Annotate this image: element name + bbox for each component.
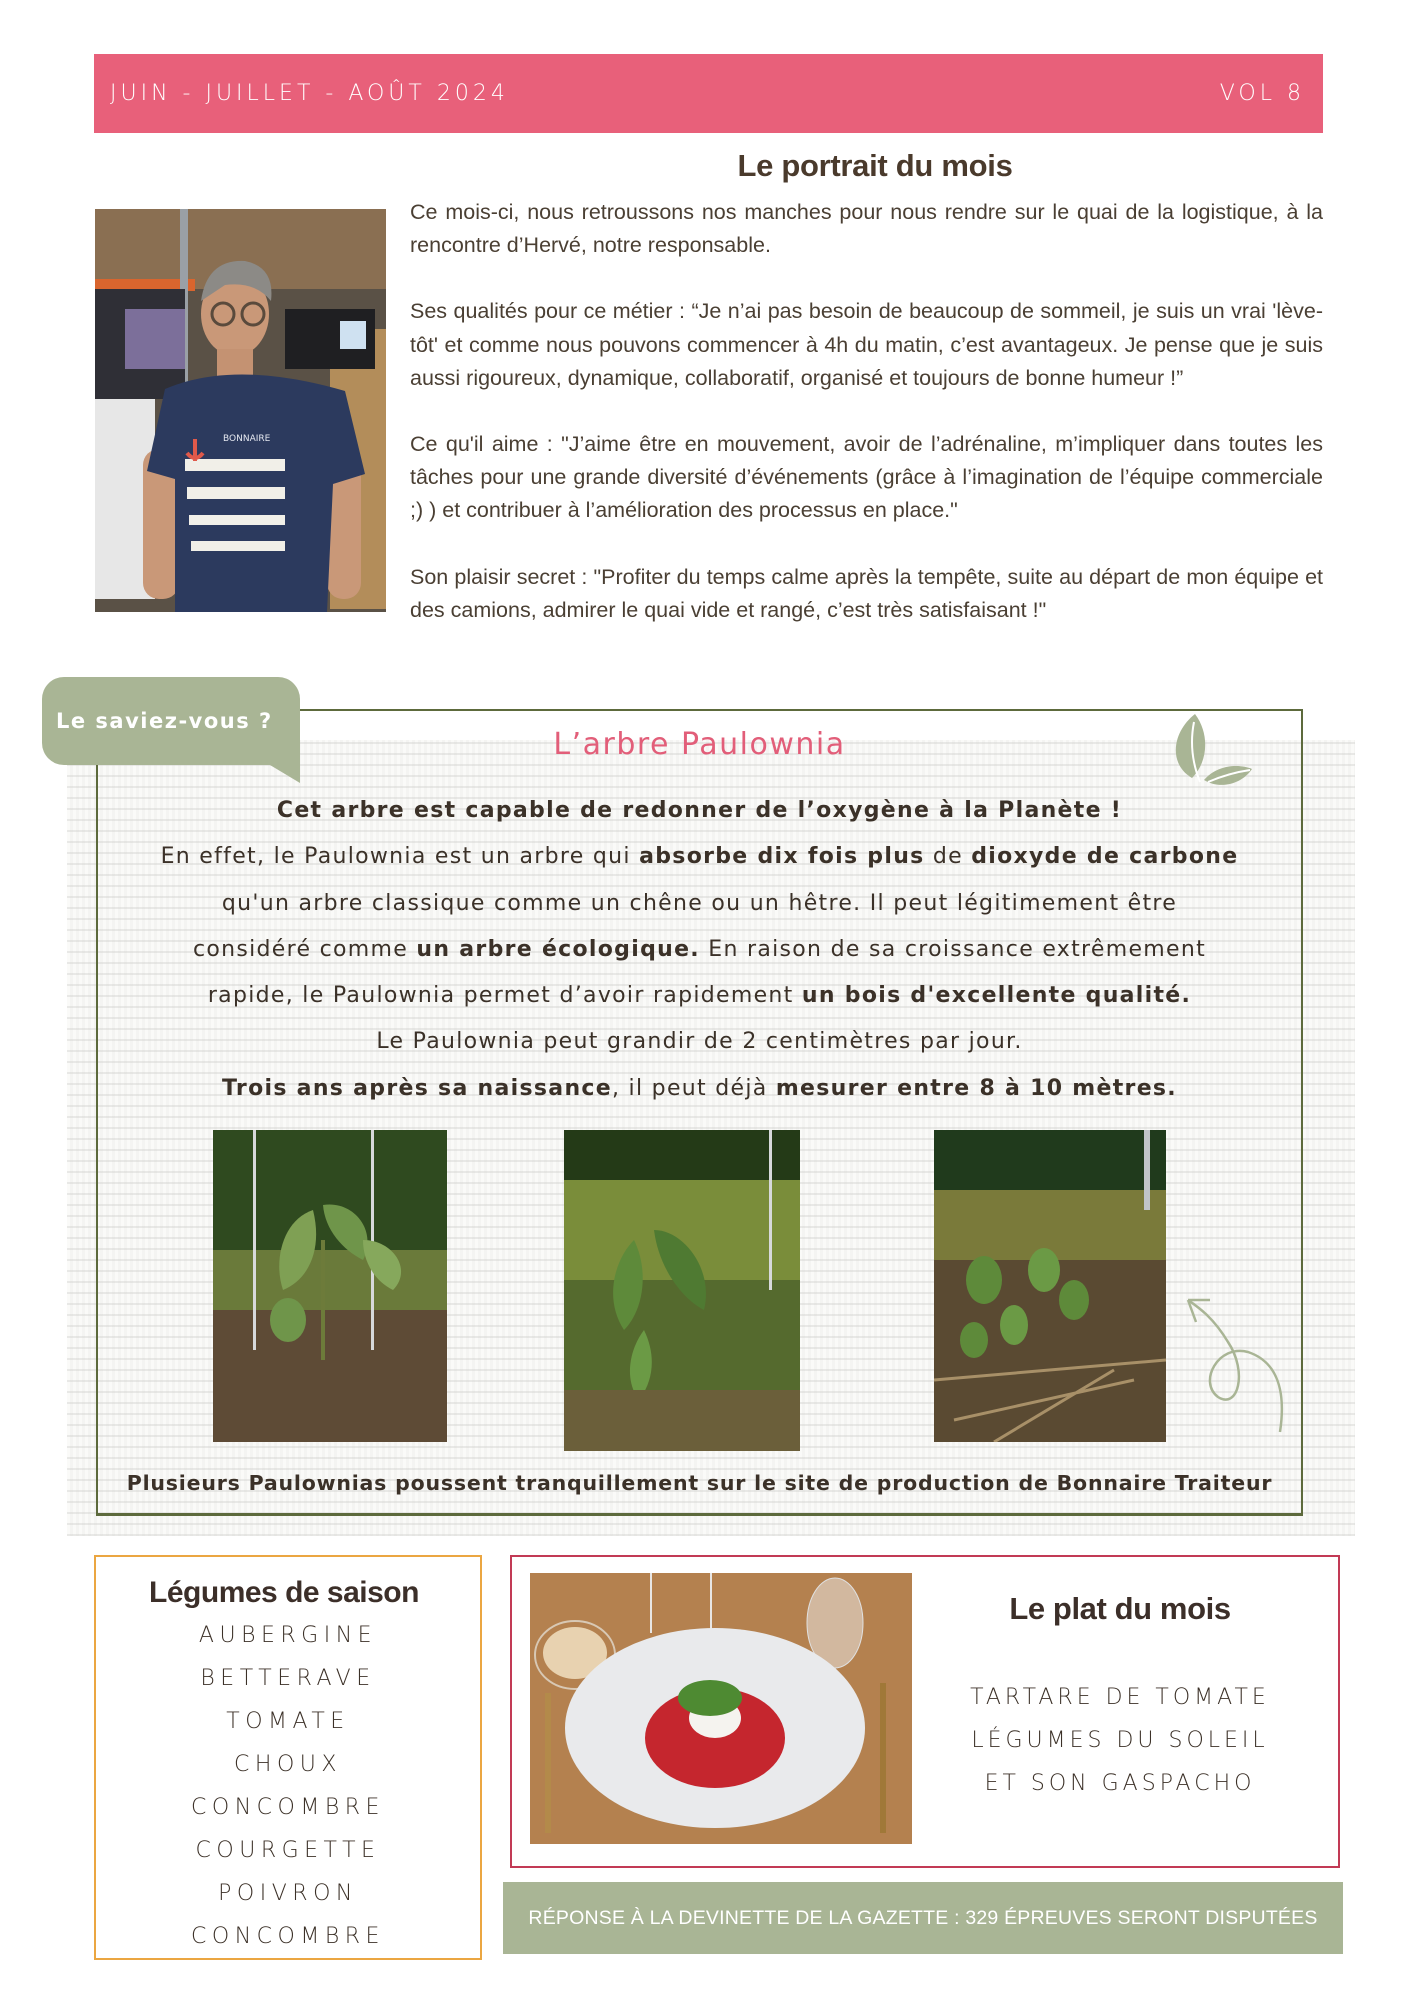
paulownia-photo-3 bbox=[934, 1130, 1166, 1442]
dish-description bbox=[920, 1676, 1320, 1805]
vegetables-list bbox=[94, 1614, 482, 1958]
vegetable-item: CONCOMBRE bbox=[191, 1924, 385, 1949]
riddle-answer-text: RÉPONSE À LA DEVINETTE DE LA GAZETTE : 329 ÉPREUVES SERONT DISPUTÉES bbox=[528, 1906, 1318, 1929]
did-you-know-label: Le saviez-vous ? bbox=[56, 709, 273, 733]
portrait-likes: Ce qu'il aime : "J’aime être en mouvement, avoir de l’adrénaline, m’impliquer dans toutes les tâches pour une grande diversité d’événements (grâce à l’imagination de l’équipe commerciale ;) ) et contribuer à l’amélioration des processus en place." bbox=[410, 432, 1323, 523]
dish-title: Le plat du mois bbox=[1009, 1591, 1231, 1626]
portrait-qualities: Ses qualités pour ce métier : “Je n’ai pas besoin de beaucoup de sommeil, je suis un vrai 'lève-tôt' et comme nous pouvons commencer à 4h du matin, c’est avantageux. Je pense que je suis aussi rigoureux, dynamique, collaboratif, organisé et toujours de bonne humeur !” bbox=[410, 299, 1323, 390]
portrait-title: Le portrait du mois bbox=[737, 148, 1013, 183]
portrait-photo bbox=[95, 209, 386, 612]
vegetable-item: AUBERGINE bbox=[198, 1623, 378, 1648]
vegetable-item: COURGETTE bbox=[195, 1838, 381, 1863]
curved-arrow-icon bbox=[1178, 1282, 1293, 1442]
vegetable-item: CHOUX bbox=[234, 1752, 342, 1777]
fact-line: rapide, le Paulownia permet d’avoir rapidement un bois d'excellente qualité. bbox=[207, 983, 1192, 1009]
riddle-answer-bar bbox=[503, 1882, 1343, 1954]
vegetable-item: BETTERAVE bbox=[200, 1666, 376, 1691]
fact-headline: Cet arbre est capable de redonner de l’oxygène à la Planète ! bbox=[276, 798, 1123, 823]
dish-line: TARTARE DE TOMATE bbox=[970, 1685, 1270, 1710]
vegetable-item: CONCOMBRE bbox=[191, 1795, 385, 1820]
issue-volume: VOL 8 bbox=[1219, 81, 1305, 106]
vegetables-title: Légumes de saison bbox=[149, 1576, 419, 1609]
dish-line: ET SON GASPACHO bbox=[984, 1771, 1256, 1796]
dish-photo bbox=[530, 1573, 912, 1844]
paulownia-photo-2 bbox=[564, 1130, 800, 1451]
paulownia-photo-1 bbox=[213, 1130, 447, 1442]
portrait-text bbox=[410, 196, 1323, 660]
leaf-icon bbox=[1170, 712, 1255, 797]
header-bar bbox=[94, 54, 1323, 133]
fact-caption: Plusieurs Paulownias poussent tranquillement sur le site de production de Bonnaire Traiteur bbox=[126, 1471, 1273, 1495]
fact-line: qu'un arbre classique comme un chêne ou un hêtre. Il peut légitimement être bbox=[221, 890, 1178, 916]
portrait-secret: Son plaisir secret : "Profiter du temps calme après la tempête, suite au départ de mon équipe et des camions, admirer le quai vide et rangé, c’est très satisfaisant !" bbox=[410, 564, 1323, 622]
portrait-image bbox=[95, 209, 386, 612]
fact-title: L’arbre Paulownia bbox=[553, 727, 846, 762]
fact-line: Le Paulownia peut grandir de 2 centimètres par jour. bbox=[376, 1029, 1023, 1055]
fact-line: En effet, le Paulownia est un arbre qui absorbe dix fois plus de dioxyde de carbone bbox=[160, 844, 1239, 870]
vegetable-item: TOMATE bbox=[226, 1709, 350, 1734]
portrait-intro: Ce mois-ci, nous retroussons nos manches pour nous rendre sur le quai de la logistique, à la rencontre d’Hervé, notre responsable. bbox=[410, 200, 1323, 258]
vegetable-item: POIVRON bbox=[218, 1881, 358, 1906]
fact-body bbox=[96, 788, 1303, 1112]
svg-text:BONNAIRE: BONNAIRE bbox=[223, 434, 271, 444]
fact-line: Trois ans après sa naissance, il peut déjà mesurer entre 8 à 10 mètres. bbox=[222, 1075, 1177, 1101]
fact-line: considéré comme un arbre écologique. En raison de sa croissance extrêmement bbox=[192, 936, 1207, 962]
issue-period: JUIN - JUILLET - AOÛT 2024 bbox=[110, 81, 509, 106]
dish-line: LÉGUMES DU SOLEIL bbox=[971, 1728, 1269, 1753]
